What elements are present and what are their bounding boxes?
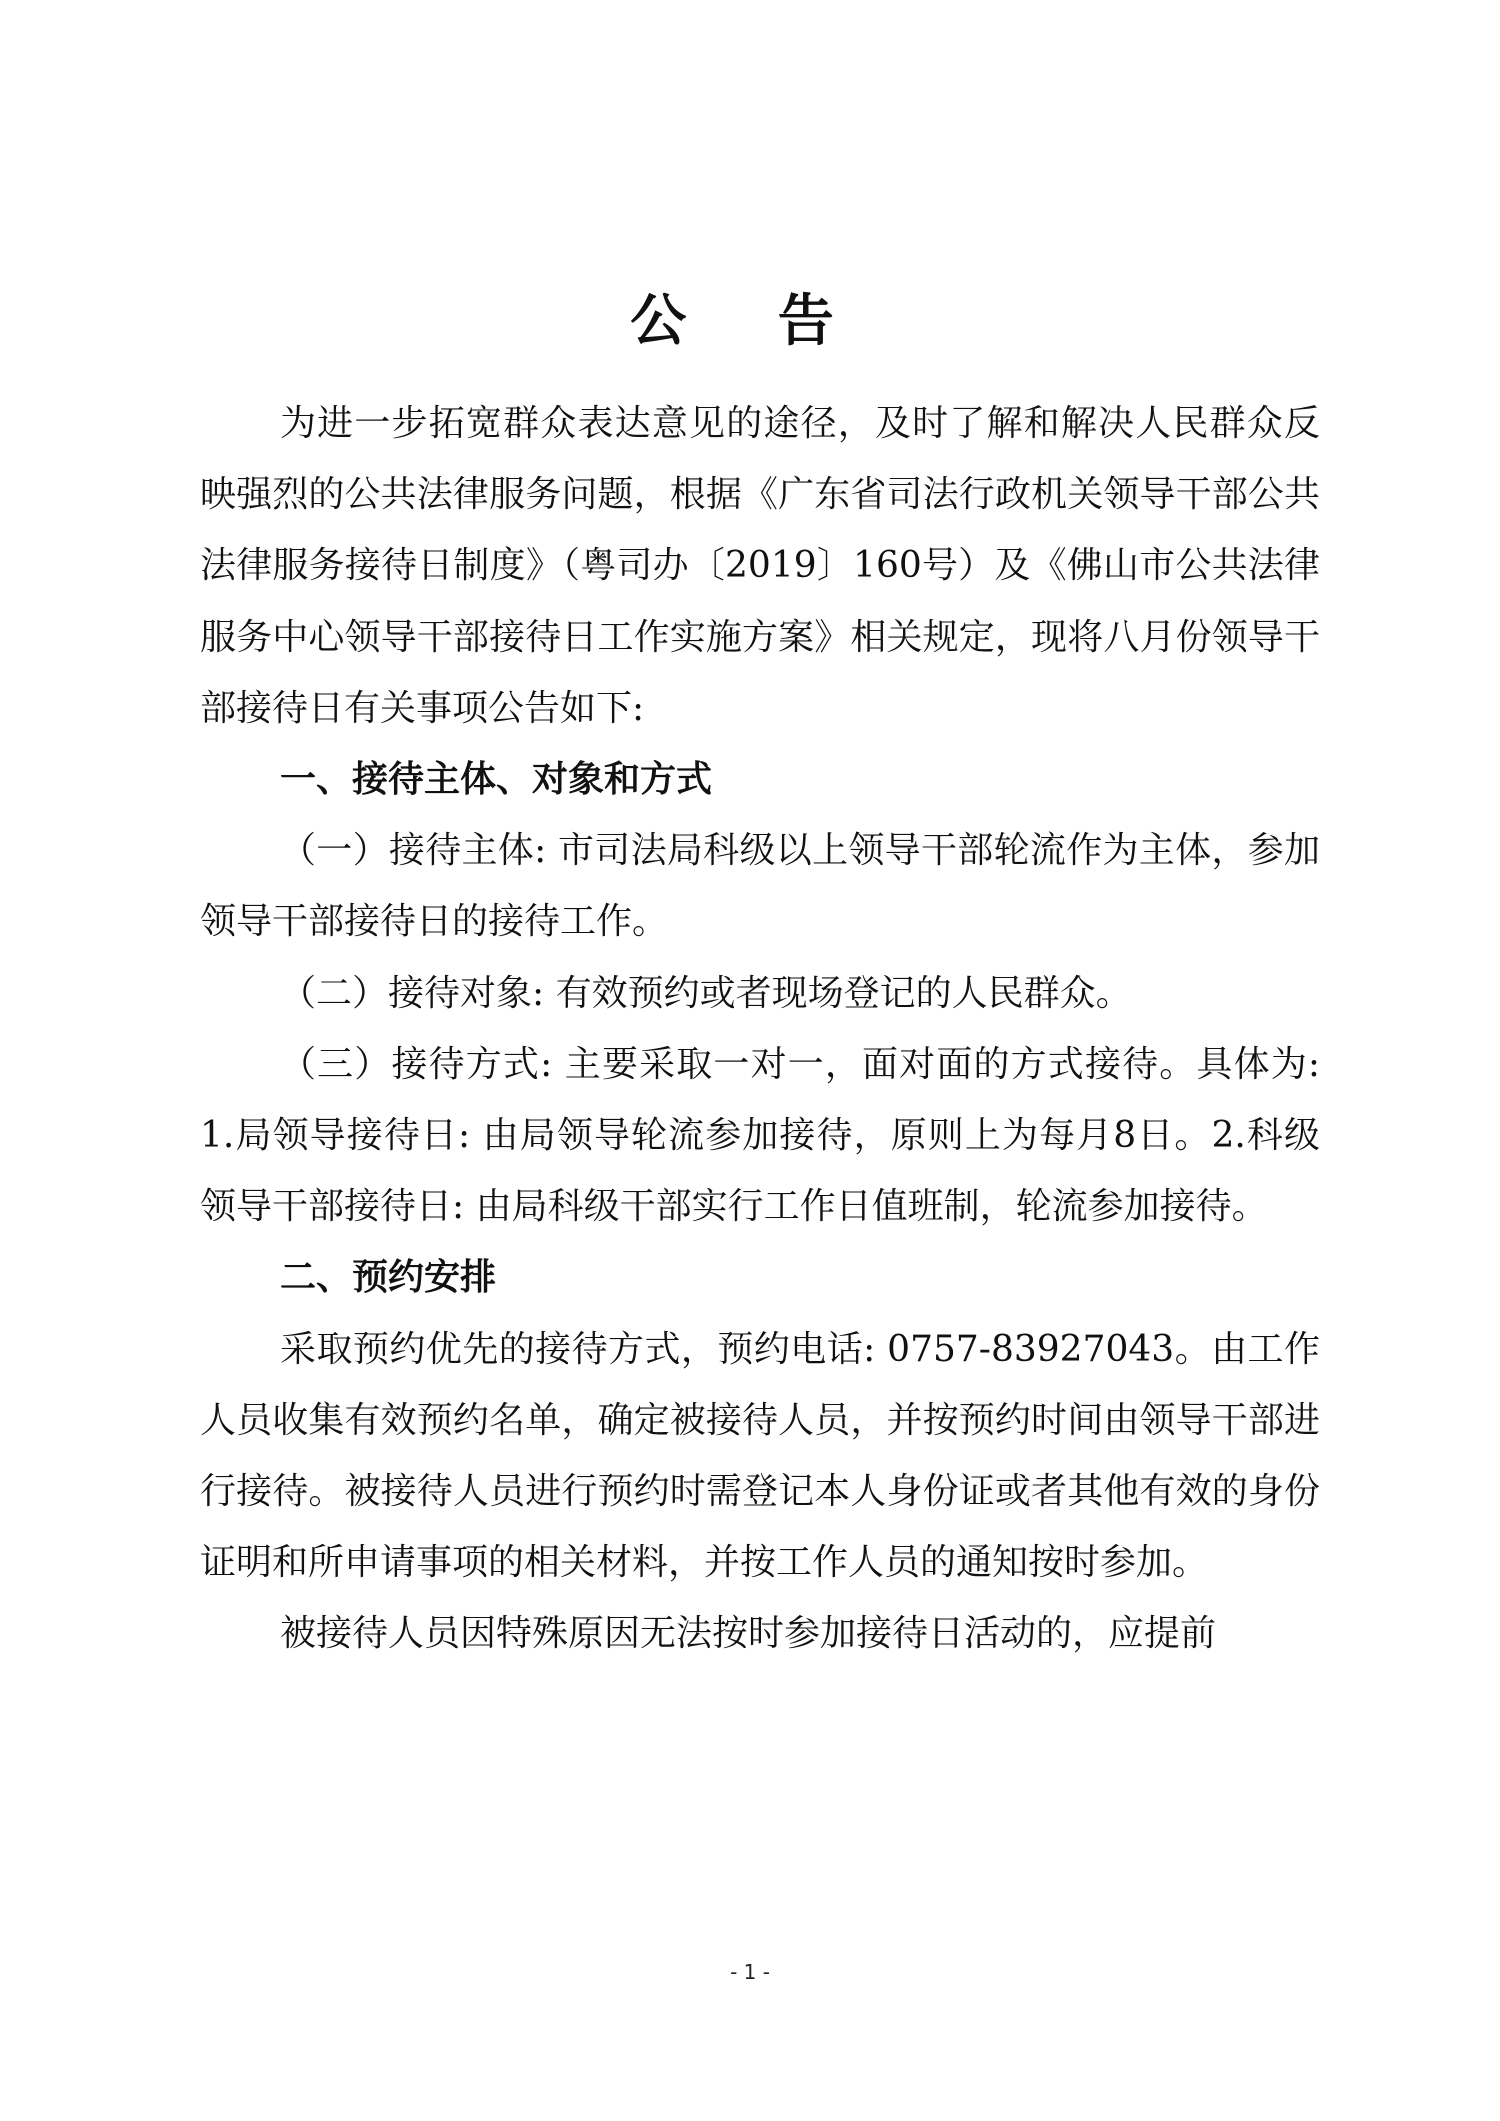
document-title: 公 告	[630, 289, 870, 354]
section-heading-appointment: 二、预约安排	[280, 1257, 497, 1299]
section-heading-reception: 一、接待主体、对象和方式	[280, 759, 713, 801]
document-body	[200, 388, 1320, 1670]
reception-object-paragraph: （二）接待对象: 有效预约或者现场登记的人民群众。	[280, 972, 1132, 1014]
absence-paragraph: 被接待人员因特殊原因无法按时参加接待日活动的，应提前	[280, 1613, 1217, 1655]
reception-method-paragraph: （三）接待方式: 主要采取一对一，面对面的方式接待。具体为: 1.局领导接待日: 由局领导轮流参加接待，原则上为每月8日。2.科级领导干部接待日: 由局科级干部实行工作日值班制，轮流参加接待。	[200, 1043, 1320, 1228]
page-number: - 1 -	[730, 1960, 770, 1984]
reception-subject-paragraph: （一）接待主体: 市司法局科级以上领导干部轮流作为主体，参加领导干部接待日的接待工作。	[200, 830, 1320, 943]
appointment-paragraph: 采取预约优先的接待方式，预约电话: 0757-83927043。由工作人员收集有效预约名单，确定被接待人员，并按预约时间由领导干部进行接待。被接待人员进行预约时需登记本人身份证或者其他有效的身份证明和所申请事项的相关材料，并按工作人员的通知按时参加。	[200, 1328, 1320, 1584]
intro-paragraph: 为进一步拓宽群众表达意见的途径，及时了解和解决人民群众反映强烈的公共法律服务问题，根据《广东省司法行政机关领导干部公共法律服务接待日制度》（粤司办〔2019〕160号）及《佛山市公共法律服务中心领导干部接待日工作实施方案》相关规定，现将八月份领导干部接待日有关事项公告如下:	[200, 403, 1320, 729]
